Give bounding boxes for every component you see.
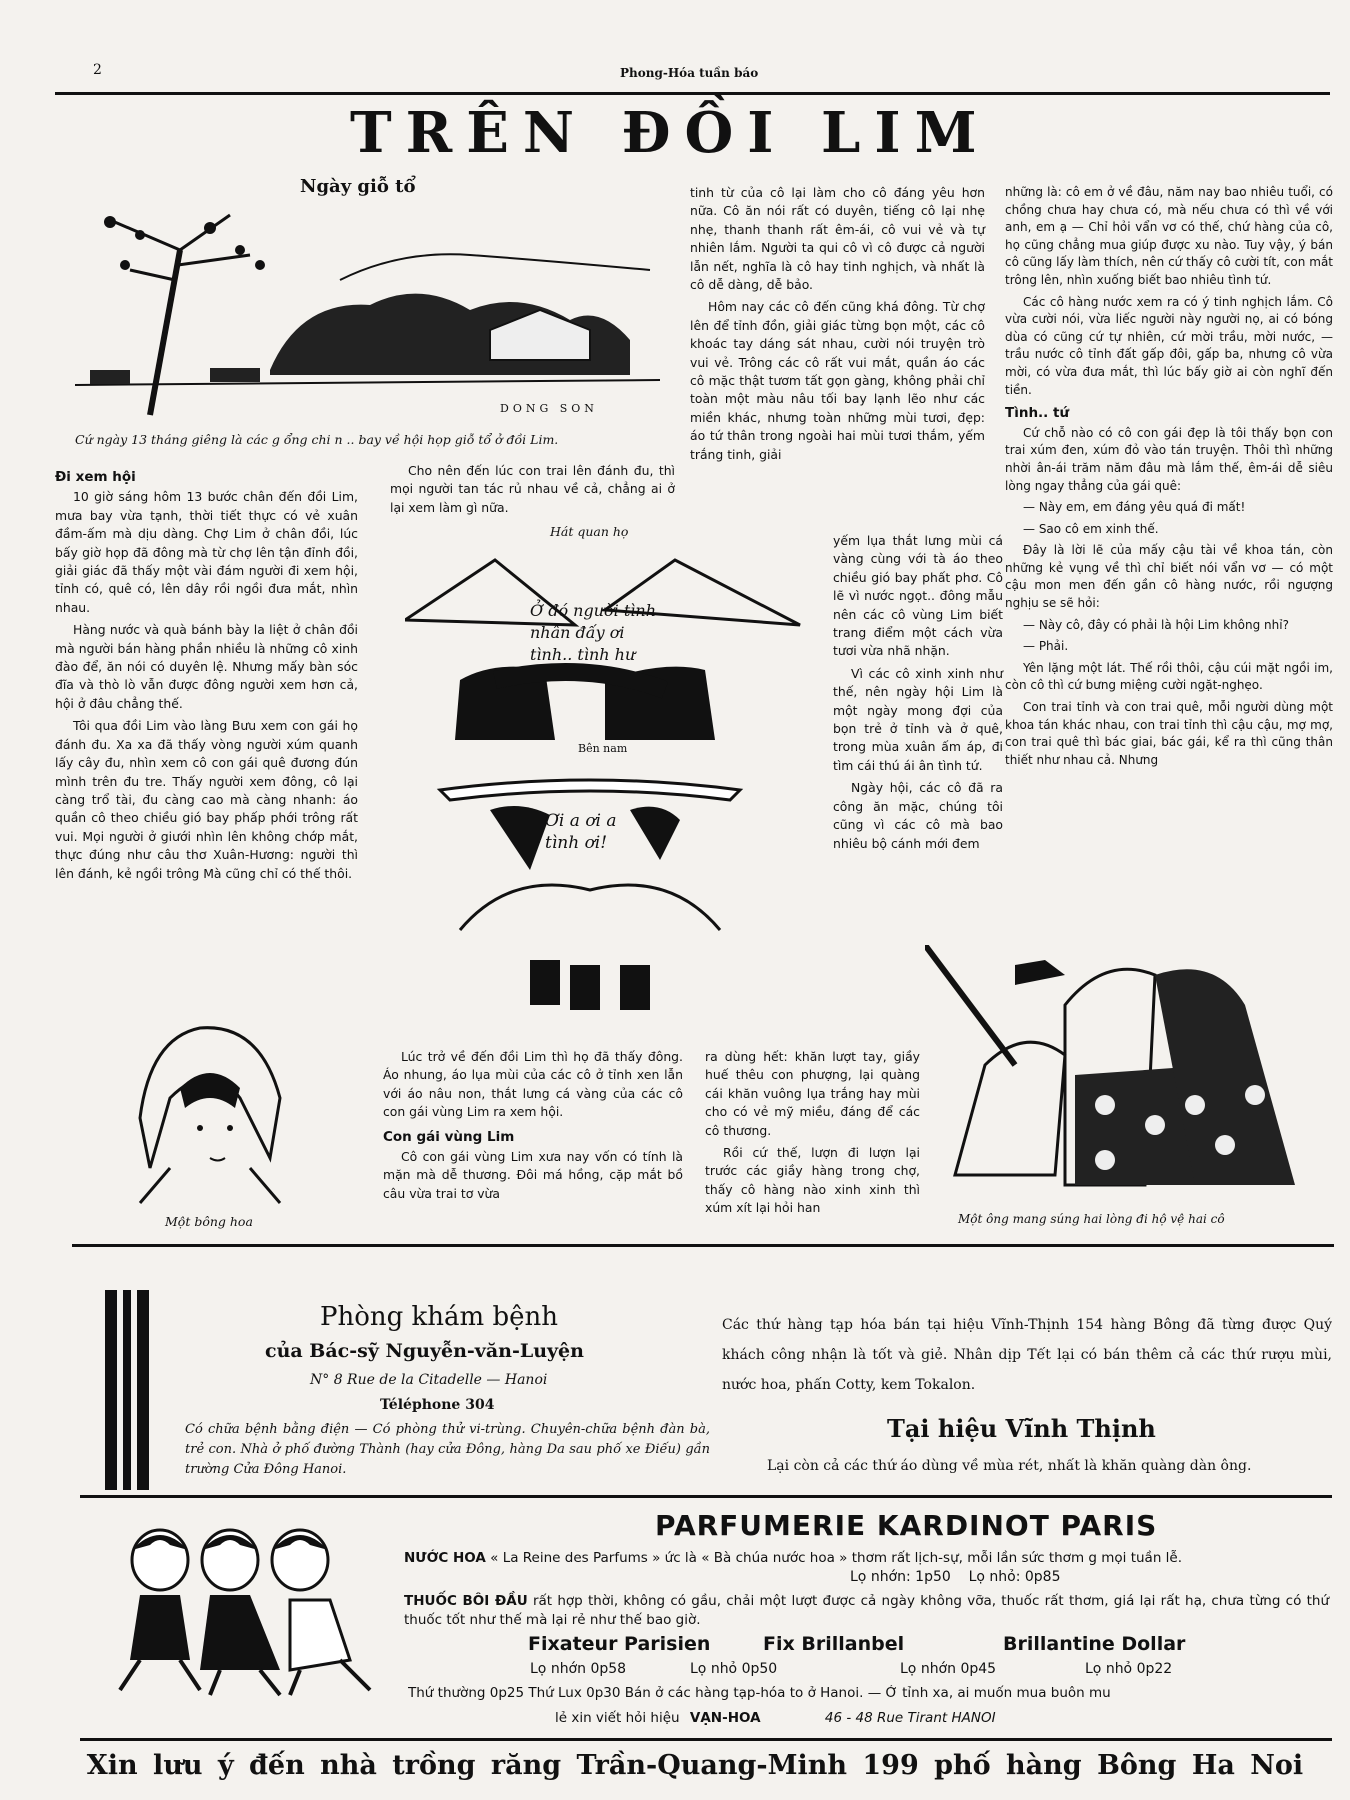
paragraph: ra dùng hết: khăn lượt tay, giầy huế thêu con phượng, lại quàng cái khăn vuông lụa trắng hay mùi cho có vẻ mỹ miều, đáng để các cô thương. xyxy=(705,1049,920,1138)
clinic-address: N° 8 Rue de la Citadelle — Hanoi xyxy=(310,1372,548,1388)
product-fixateur: Fixateur Parisien xyxy=(528,1633,711,1655)
heading-con-gai-vung-lim: Con gái vùng Lim xyxy=(383,1128,515,1145)
paragraph: — Phải. xyxy=(1023,639,1069,654)
guard-illustration xyxy=(925,945,1325,1210)
paragraph: 10 giờ sáng hôm 13 bước chân đến đồi Lim, mưa bay vừa tạnh, thời tiết thực có vẻ xuân đầm-ấm mà dịu dàng. Chợ Lim ở chân đồi, lúc bấy giờ họp đã đông mà từ chợ lên tận đỉnh đồi, giải giác đã thấy một vài đám người đi xem hội, tỉnh có, quê có, lên dây rồi ngồi đưa mắt, nhìn nhau. xyxy=(55,489,358,615)
article-title: TRÊN ĐỒI LIM xyxy=(350,100,991,166)
product-brillantine: Brillantine Dollar xyxy=(1003,1633,1186,1655)
parfumerie-figures xyxy=(100,1520,390,1700)
paper-name: Phong-Hóa tuần báo xyxy=(620,66,759,80)
paragraph: Ngày hội, các cô đã ra công ăn mặc, chúng tôi cũng vì các cô mà bao nhiêu bộ cánh mới đem xyxy=(833,780,1003,851)
paragraph: Đây là lời lẽ của mấy cậu tài về khoa tán, còn những kẻ vụng về thì chỉ biết nói vẩn vơ — có một cậu mon men đến gần cô hàng nước, rồi ngượng nghịu se sẽ hỏi: xyxy=(1005,543,1333,611)
paragraph: Con trai tỉnh và con trai quê, mỗi người dùng một khoa tán khác nhau, con trai tỉnh thì cậu cậu, mợ mợ, con trai quê thì bác giai, bác gái, kể ra thì cũng thân thiết như nhau cả. Nhưng xyxy=(1005,700,1333,767)
clinic-doctor: của Bác-sỹ Nguyễn-văn-Luyện xyxy=(265,1340,584,1362)
vinh-thinh-text: Các thứ hàng tạp hóa bán tại hiệu Vĩnh-Thịnh 154 hàng Bông đã từng được Quý khách công nhận là tốt và giẻ. Nhân dịp Tết lại có bán thêm cả các thứ rượu mùi, nước hoa, phấn Cotty, kem Tokalon. xyxy=(722,1317,1332,1393)
caption-hat-quan-ho: Hát quan họ xyxy=(550,524,629,539)
paragraph: Lúc trở về đến đồi Lim thì họ đã thấy đông. Áo nhung, áo lụa mùi của các cô ở tỉnh xen lẫn với áo nâu non, thắt lưng cá vàng của các cô con gái vùng Lim ra xem hội. xyxy=(383,1049,683,1120)
parfumerie-line1-prices: Lọ nhớn: 1p50 Lọ nhỏ: 0p85 xyxy=(850,1569,1061,1585)
clinic-bars xyxy=(105,1290,155,1490)
parfumerie-line4-a: lẻ xin viết hỏi hiệu xyxy=(555,1710,680,1726)
price: Lọ nhớn 0p45 xyxy=(900,1661,997,1677)
heading-tinh-tu: Tình.. tứ xyxy=(1005,405,1070,422)
paragraph: Cứ chỗ nào có cô con gái đẹp là tôi thấy bọn con trai xúm đen, xúm đỏ vào tán truyện. Thôi thì những nhời ân-ái trăm năm đâu mà lắm thế, êm-ái dễ siêu lòng ngay thẳng của gái quê: xyxy=(1005,425,1333,493)
paragraph: — Này em, em đáng yêu quá đi mất! xyxy=(1023,500,1246,515)
clinic-title: Phòng khám bệnh xyxy=(320,1302,558,1332)
column-2-top xyxy=(390,462,675,521)
paragraph: Yên lặng một lát. Thế rồi thôi, cậu cúi mặt ngồi im, còn cô thì cứ bưng miệng cười ngặt-nghẹo. xyxy=(1005,660,1333,693)
heading-di-xem-hoi: Đi xem hội xyxy=(55,469,136,485)
footer-ad: Xin lưu ý đến nhà trồng răng Trần-Quang-Minh 199 phố hàng Bông Ha Noi xyxy=(86,1750,1304,1781)
column-2-bottom xyxy=(383,1048,683,1207)
price: Lọ nhỏ 0p50 xyxy=(690,1661,778,1677)
caption-ong-mang-sung: Một ông mang súng hai lòng đi hộ vệ hai cô xyxy=(958,1212,1225,1226)
paragraph: tinh từ của cô lại làm cho cô đáng yêu hơn nữa. Cô ăn nói rất có duyên, tiếng cô lại nhẹ nhẹ, thanh thanh rất êm-ái, cô vui vẻ và tự nhiên lắm. Người ta qui cô vì cô được cả người lẫn nết, nghĩa là cô hay tinh nghịch, và nhất là cô dễ dàng, dễ bảo. xyxy=(690,185,985,293)
speech-bubble-2: Ơi a ơi a tình ơi! xyxy=(545,811,617,853)
parfumerie-line1 xyxy=(404,1549,1329,1568)
parfumerie-ad xyxy=(400,1505,1332,1705)
page-number: 2 xyxy=(93,62,102,78)
article-bottom-rule xyxy=(72,1244,1334,1247)
header-rule xyxy=(55,92,1330,95)
clinic-note: Có chữa bệnh bằng điện — Có phòng thử vi-trùng. Chuyên-chữa bệnh đàn bà, trẻ con. Nhà ở phố đường Thành (hay cửa Đông, hàng Da sau phố xe Điếu) gần trường Cửa Đông Hanoi. xyxy=(185,1422,710,1477)
clinic-phone: Téléphone 304 xyxy=(380,1397,495,1413)
price: Lọ nhớn 0p58 xyxy=(530,1661,627,1677)
paragraph: Cho nên đến lúc con trai lên đánh đu, thì mọi người tan tác rủ nhau về cả, chẳng ai ở lại xem làm gì nữa. xyxy=(390,463,675,515)
parfumerie-line1-text: « La Reine des Parfums » ức là « Bà chúa nước hoa » thơm rất lịch-sự, mỗi lần sức thơm g mọi tuần lễ. xyxy=(490,1550,1183,1566)
column-3-top xyxy=(690,184,985,468)
parfumerie-line3: Thứ thường 0p25 Thứ Lux 0p30 Bán ở các hàng tạp-hóa to ở Hanoi. — Ở tỉnh xa, ai muốn mua buôn mu xyxy=(408,1685,1111,1701)
landscape-signature: DONG SON xyxy=(500,402,598,415)
caption-mot-bong-hoa: Một bông hoa xyxy=(165,1214,253,1229)
parfumerie-line2-label: THUỐC BÔI ĐẦU xyxy=(404,1593,528,1609)
parfumerie-line4-c: 46 - 48 Rue Tirant HANOI xyxy=(824,1710,996,1726)
paragraph: Rồi cứ thế, lượn đi lượn lại trước các giầy hàng trong chợ, thấy cô hàng nào xinh xinh thì xúm xít lại hỏi han xyxy=(705,1145,920,1216)
parfumerie-line4 xyxy=(555,1710,1255,1726)
paragraph: yếm lụa thắt lưng mùi cá vàng cùng với tà áo theo chiều gió bay phất phơ. Cô lẽ vì nước ngọt.. đông mẫu nên các cô vùng Lim biết trang điểm một cách vừa tươi vừa nhã nhặn. xyxy=(833,533,1003,659)
clinic-ad xyxy=(100,1282,715,1492)
ads-rule xyxy=(80,1495,1332,1498)
speech-bubble-1: Ở đó người tình nhân đấy ơi tình.. tình hư xyxy=(530,601,657,664)
column-3-bottom xyxy=(705,1048,920,1222)
paragraph: Tôi qua đồi Lim vào làng Bưu xem con gái họ đánh đu. Xa xa đã thấy vòng người xúm quanh lấy cây đu, nhìn xem cô con gái quê đương đún mình trên đu tre. Thấy người xem đông, cô lại càng trổ tài, đu càng cao mà càng nhanh: áo quần cô theo chiều gió bay phấp phới trông rất vui. Mọi người ở giưới nhìn lên không chớp mắt, thực đúng như câu thơ Xuân-Hương: người thì lên đánh, kẻ ngồi trông Mà cũng chỉ có thế thôi. xyxy=(55,718,358,881)
column-3-narrow xyxy=(833,532,1003,857)
vinh-thinh-text2: Lại còn cả các thứ áo dùng về mùa rét, nhất là khăn quàng dàn ông. xyxy=(767,1458,1252,1474)
paragraph: những là: cô em ở về đâu, năm nay bao nhiêu tuổi, có chồng chưa hay chưa có, mà nếu chưa có thì về với anh, em ạ — Chỉ hỏi vẩn vơ có thế, chứ hàng của cô, họ cũng chẳng mua giúp được xu nào. Tuy vậy, ý bán cô cũng lấy làm thích, nên cứ thấy cô cười tít, con mắt trông lên, nhìn xuống biết bao nhiêu tình tứ. xyxy=(1005,185,1333,287)
column-1 xyxy=(55,462,358,887)
paragraph: Cô con gái vùng Lim xưa nay vốn có tính là mặn mà dễ thương. Đôi má hồng, cặp mắt bồ câu vừa trai tơ vừa xyxy=(383,1149,683,1201)
singers-illustration-2 xyxy=(430,770,750,1015)
caption-ben-nam: Bên nam xyxy=(578,742,628,755)
landscape-caption: Cứ ngày 13 tháng giêng là các g ổng chi n .. bay về hội họp giỗ tổ ở đồi Lim. xyxy=(75,432,559,447)
footer-rule xyxy=(80,1738,1332,1741)
parfumerie-line2-text: rất hợp thời, không có gầu, chải một lượt được cả ngày không vỡa, thuốc rất thơm, giá lại rất hạ, chưa từng có thứ thuốc tốt như thế mà lại rẻ như thế bao giờ. xyxy=(404,1593,1330,1628)
parfumerie-title: PARFUMERIE KARDINOT PARIS xyxy=(655,1509,1158,1542)
paragraph: — Này cô, đây có phải là hội Lim không nhỉ? xyxy=(1023,617,1289,632)
paragraph: Hàng nước và quà bánh bày la liệt ở chân đồi mà người bán hàng phần nhiều là những cô xinh đào để, ăn nói có duyên lệ. Nhưng mấy bàn sóc đĩa và thò lò vẫn được đông người xem hơn cả, hội ở đâu chẳng thế. xyxy=(55,622,358,711)
paragraph: Hôm nay các cô đến cũng khá đông. Từ chợ lên để tỉnh đồn, giải giác từng bọn một, các cô khoác tay dáng sát nhau, cười nói truyện trò vui vẻ. Trông các cô rất vui mắt, quần áo các cô mặc thật tươm tất gọn gàng, không phải chỉ toàn một màu nâu tối bay lạnh lẽo như các miền khác, nhưng toàn những mùi tươi, đẹp: áo tứ thân trong ngoài hai mùi tươi thắm, yếm trắng tinh, giải xyxy=(690,299,985,462)
parfumerie-line4-b: VẠN-HOA xyxy=(689,1710,761,1726)
product-fix-brillanbel: Fix Brillanbel xyxy=(763,1633,905,1655)
article-subtitle: Ngày giỗ tổ xyxy=(300,176,416,197)
column-4 xyxy=(1005,184,1333,773)
paragraph: Các cô hàng nước xem ra có ý tinh nghịch lắm. Cô vừa cười nói, vừa liếc người này người nọ, ai có bóng dùa có cũng cứ tự nhiên, cứ mời trầu, mời nước, — trầu nước cô tỉnh đất gấp đôi, gấp ba, nhưng cô vừa mời, có vừa đưa mắt, thì lúc bấy giờ ai còn nghĩ đến tiền. xyxy=(1005,294,1333,397)
landscape-illustration xyxy=(70,210,670,425)
paragraph: Vì các cô xinh xinh như thế, nên ngày hội Lim là một ngày mong đợi của bọn trẻ ở tỉnh và ở quê, trong mùa xuân ấm áp, đi tìm cái thú ái ân tình tứ. xyxy=(833,665,1003,773)
girl-illustration xyxy=(130,1018,290,1208)
parfumerie-line2 xyxy=(404,1592,1329,1630)
vinh-thinh-ad xyxy=(722,1310,1332,1490)
paragraph: — Sao cô em xinh thế. xyxy=(1023,521,1159,536)
parfumerie-line1-label: NƯỚC HOA xyxy=(404,1550,486,1566)
vinh-thinh-name: Tại hiệu Vĩnh Thịnh xyxy=(887,1414,1156,1443)
price: Lọ nhỏ 0p22 xyxy=(1085,1661,1173,1677)
